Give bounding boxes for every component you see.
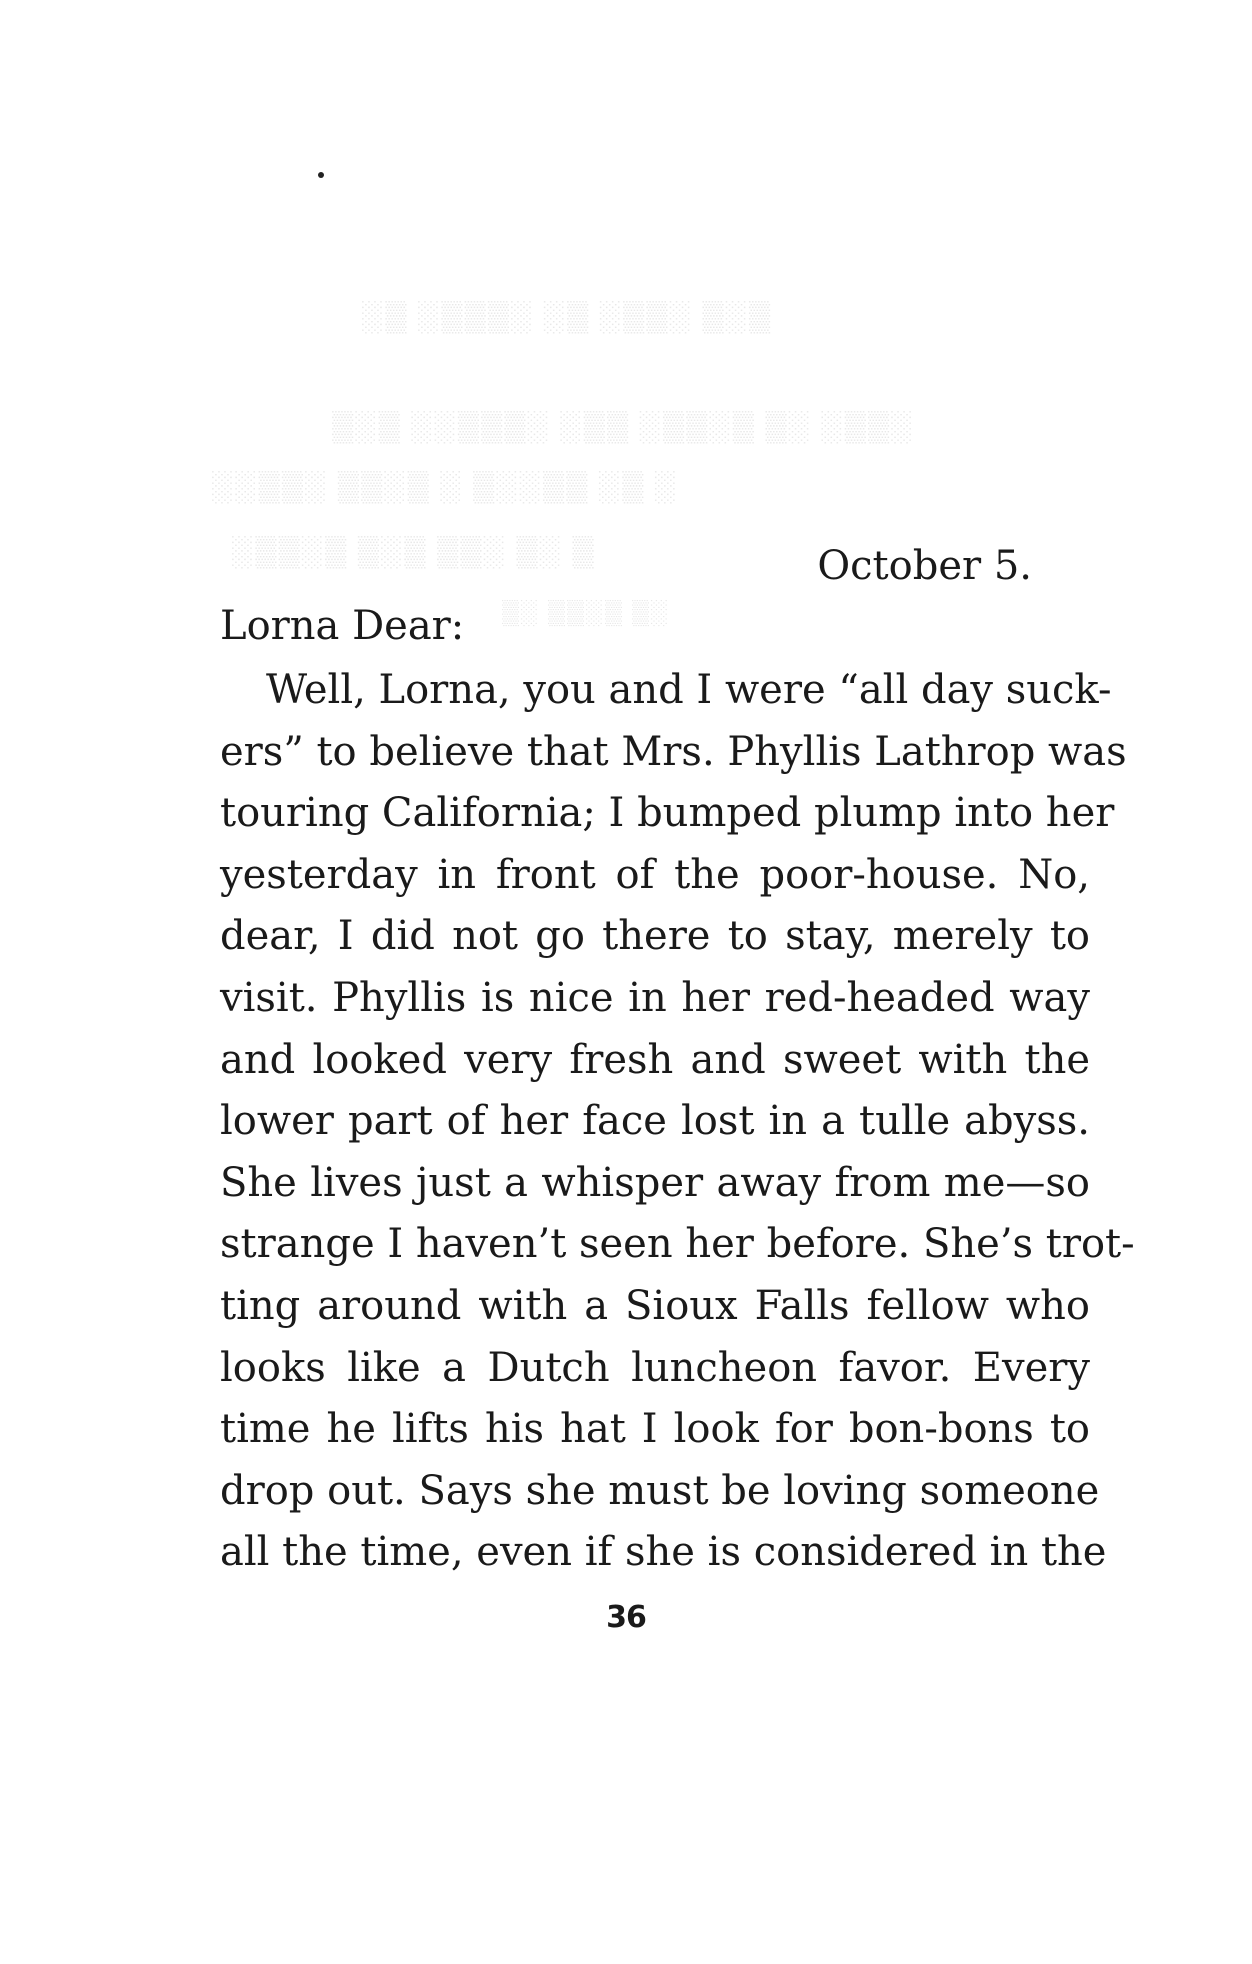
text-line: ers” to believe that Mrs. Phyllis Lathrop was <box>220 728 1127 775</box>
text-line: strange I haven’t seen her before. She’s trot- <box>220 1221 1135 1268</box>
bleed-through-text: ▒ ░▒ ░▒▒ ▒░▒ ▒░▒▒░ <box>230 535 594 568</box>
text-line: ting around with a Sioux Falls fellow who <box>220 1282 1090 1329</box>
bleed-through-text: ▒░▒ ░▒▒░ ▒░ ░▒▒▒░ ▒░ <box>360 300 771 333</box>
text-line: looks like a Dutch luncheon favor. Every <box>220 1344 1090 1391</box>
text-line: She lives just a whisper away from me—so <box>220 1159 1090 1206</box>
letter-salutation: Lorna Dear: <box>220 603 465 649</box>
text-line: and looked very fresh and sweet with the <box>220 1036 1090 1083</box>
text-line: time he lifts his hat I look for bon-bons to <box>220 1406 1090 1453</box>
letter-date: October 5. <box>817 543 1032 589</box>
text-line: dear, I did not go there to stay, merely to <box>220 913 1090 960</box>
text-line: all the time, even if she is considered in the <box>220 1529 1107 1576</box>
bleed-through-text: ░ ▒░ ▒▒░░▒ ░ ▒░▒▒ ░▒▒░░ <box>210 470 677 503</box>
letter-body <box>220 660 1135 1584</box>
bleed-through-text: ░▒▒░ ░▒ ▒░▒▒░ ▒▒░ ░▒▒▒░░ ▒░▒ <box>330 410 913 443</box>
ink-speck <box>318 172 324 178</box>
text-line: Well, Lorna, you and I were “all day suck- <box>266 667 1112 713</box>
text-line: visit. Phyllis is nice in her red-headed way <box>220 974 1090 1021</box>
text-line: touring California; I bumped plump into her <box>220 790 1115 837</box>
text-line: drop out. Says she must be loving someone <box>220 1467 1100 1514</box>
page-number: 36 <box>606 1600 646 1635</box>
text-line: yesterday in front of the poor-house. No, <box>220 851 1090 898</box>
text-line: lower part of her face lost in a tulle abyss. <box>220 1098 1090 1145</box>
bleed-through-text: ░▒ ▒░▒▒ ░▒ <box>500 600 669 626</box>
